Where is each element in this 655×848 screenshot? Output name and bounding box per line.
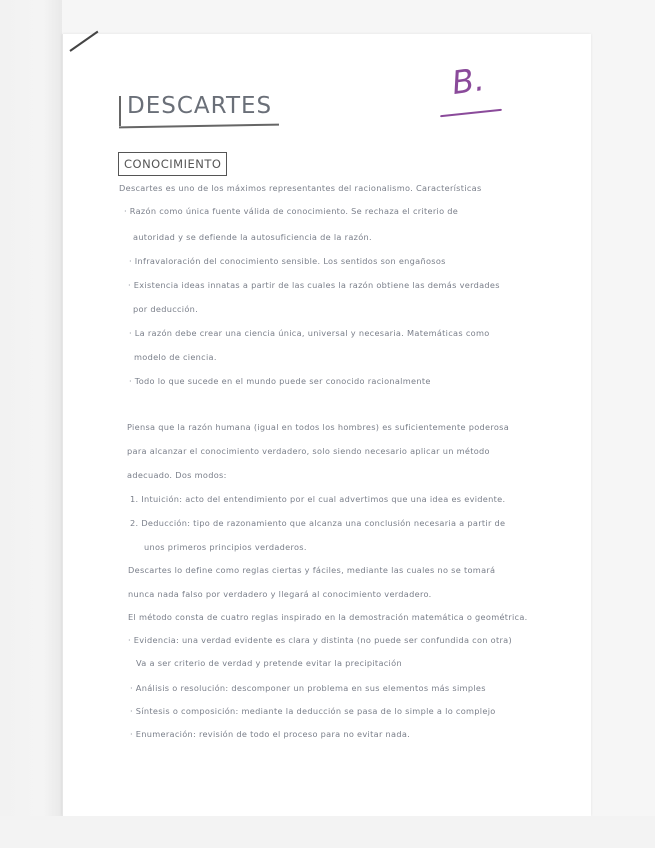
text-line: · Infravaloración del conocimiento sensible. Los sentidos son engañosos (129, 256, 446, 266)
text-line: para alcanzar el conocimiento verdadero, solo siendo necesario aplicar un método (127, 446, 490, 456)
text-line: · Análisis o resolución: descomponer un problema en sus elementos más simples (130, 683, 486, 693)
text-line: · Todo lo que sucede en el mundo puede ser conocido racionalmente (129, 376, 431, 386)
text-line: 1. Intuición: acto del entendimiento por el cual advertimos que una idea es evidente. (130, 494, 506, 504)
text-line: modelo de ciencia. (134, 352, 217, 362)
scan-bottom-edge (0, 816, 655, 848)
text-line: 2. Deducción: tipo de razonamiento que alcanza una conclusión necesaria a partir de (130, 518, 506, 528)
grade-mark: B. (449, 59, 487, 103)
text-line: · Razón como única fuente válida de conocimiento. Se rechaza el criterio de (124, 206, 459, 216)
text-line: Piensa que la razón humana (igual en todos los hombres) es suficientemente poderosa (127, 422, 510, 432)
section-heading: CONOCIMIENTO (118, 152, 227, 176)
text-line: nunca nada falso por verdadero y llegará al conocimiento verdadero. (128, 589, 432, 599)
text-line: por deducción. (133, 304, 199, 314)
text-line: · Síntesis o composición: mediante la deducción se pasa de lo simple a lo complejo (130, 706, 496, 716)
page-title: DESCARTES (127, 93, 273, 119)
text-line: unos primeros principios verdaderos. (144, 542, 307, 552)
text-line: · La razón debe crear una ciencia única, universal y necesaria. Matemáticas como (129, 328, 490, 338)
text-line: Descartes lo define como reglas ciertas y fáciles, mediante las cuales no se tomará (128, 565, 496, 575)
text-line: adecuado. Dos modos: (127, 470, 227, 480)
title-bracket (119, 96, 121, 126)
text-line: · Existencia ideas innatas a partir de las cuales la razón obtiene las demás verdades (128, 280, 500, 290)
scan-edge (0, 0, 62, 848)
text-line: · Evidencia: una verdad evidente es clara y distinta (no puede ser confundida con otra) (128, 635, 512, 645)
text-line: El método consta de cuatro reglas inspirado en la demostración matemática o geométrica. (128, 612, 528, 622)
text-line: · Enumeración: revisión de todo el proceso para no evitar nada. (130, 729, 411, 739)
text-line: Descartes es uno de los máximos representantes del racionalismo. Características (119, 183, 482, 193)
text-line: autoridad y se defiende la autosuficiencia de la razón. (133, 232, 372, 242)
text-line: Va a ser criterio de verdad y pretende evitar la precipitación (136, 658, 402, 668)
